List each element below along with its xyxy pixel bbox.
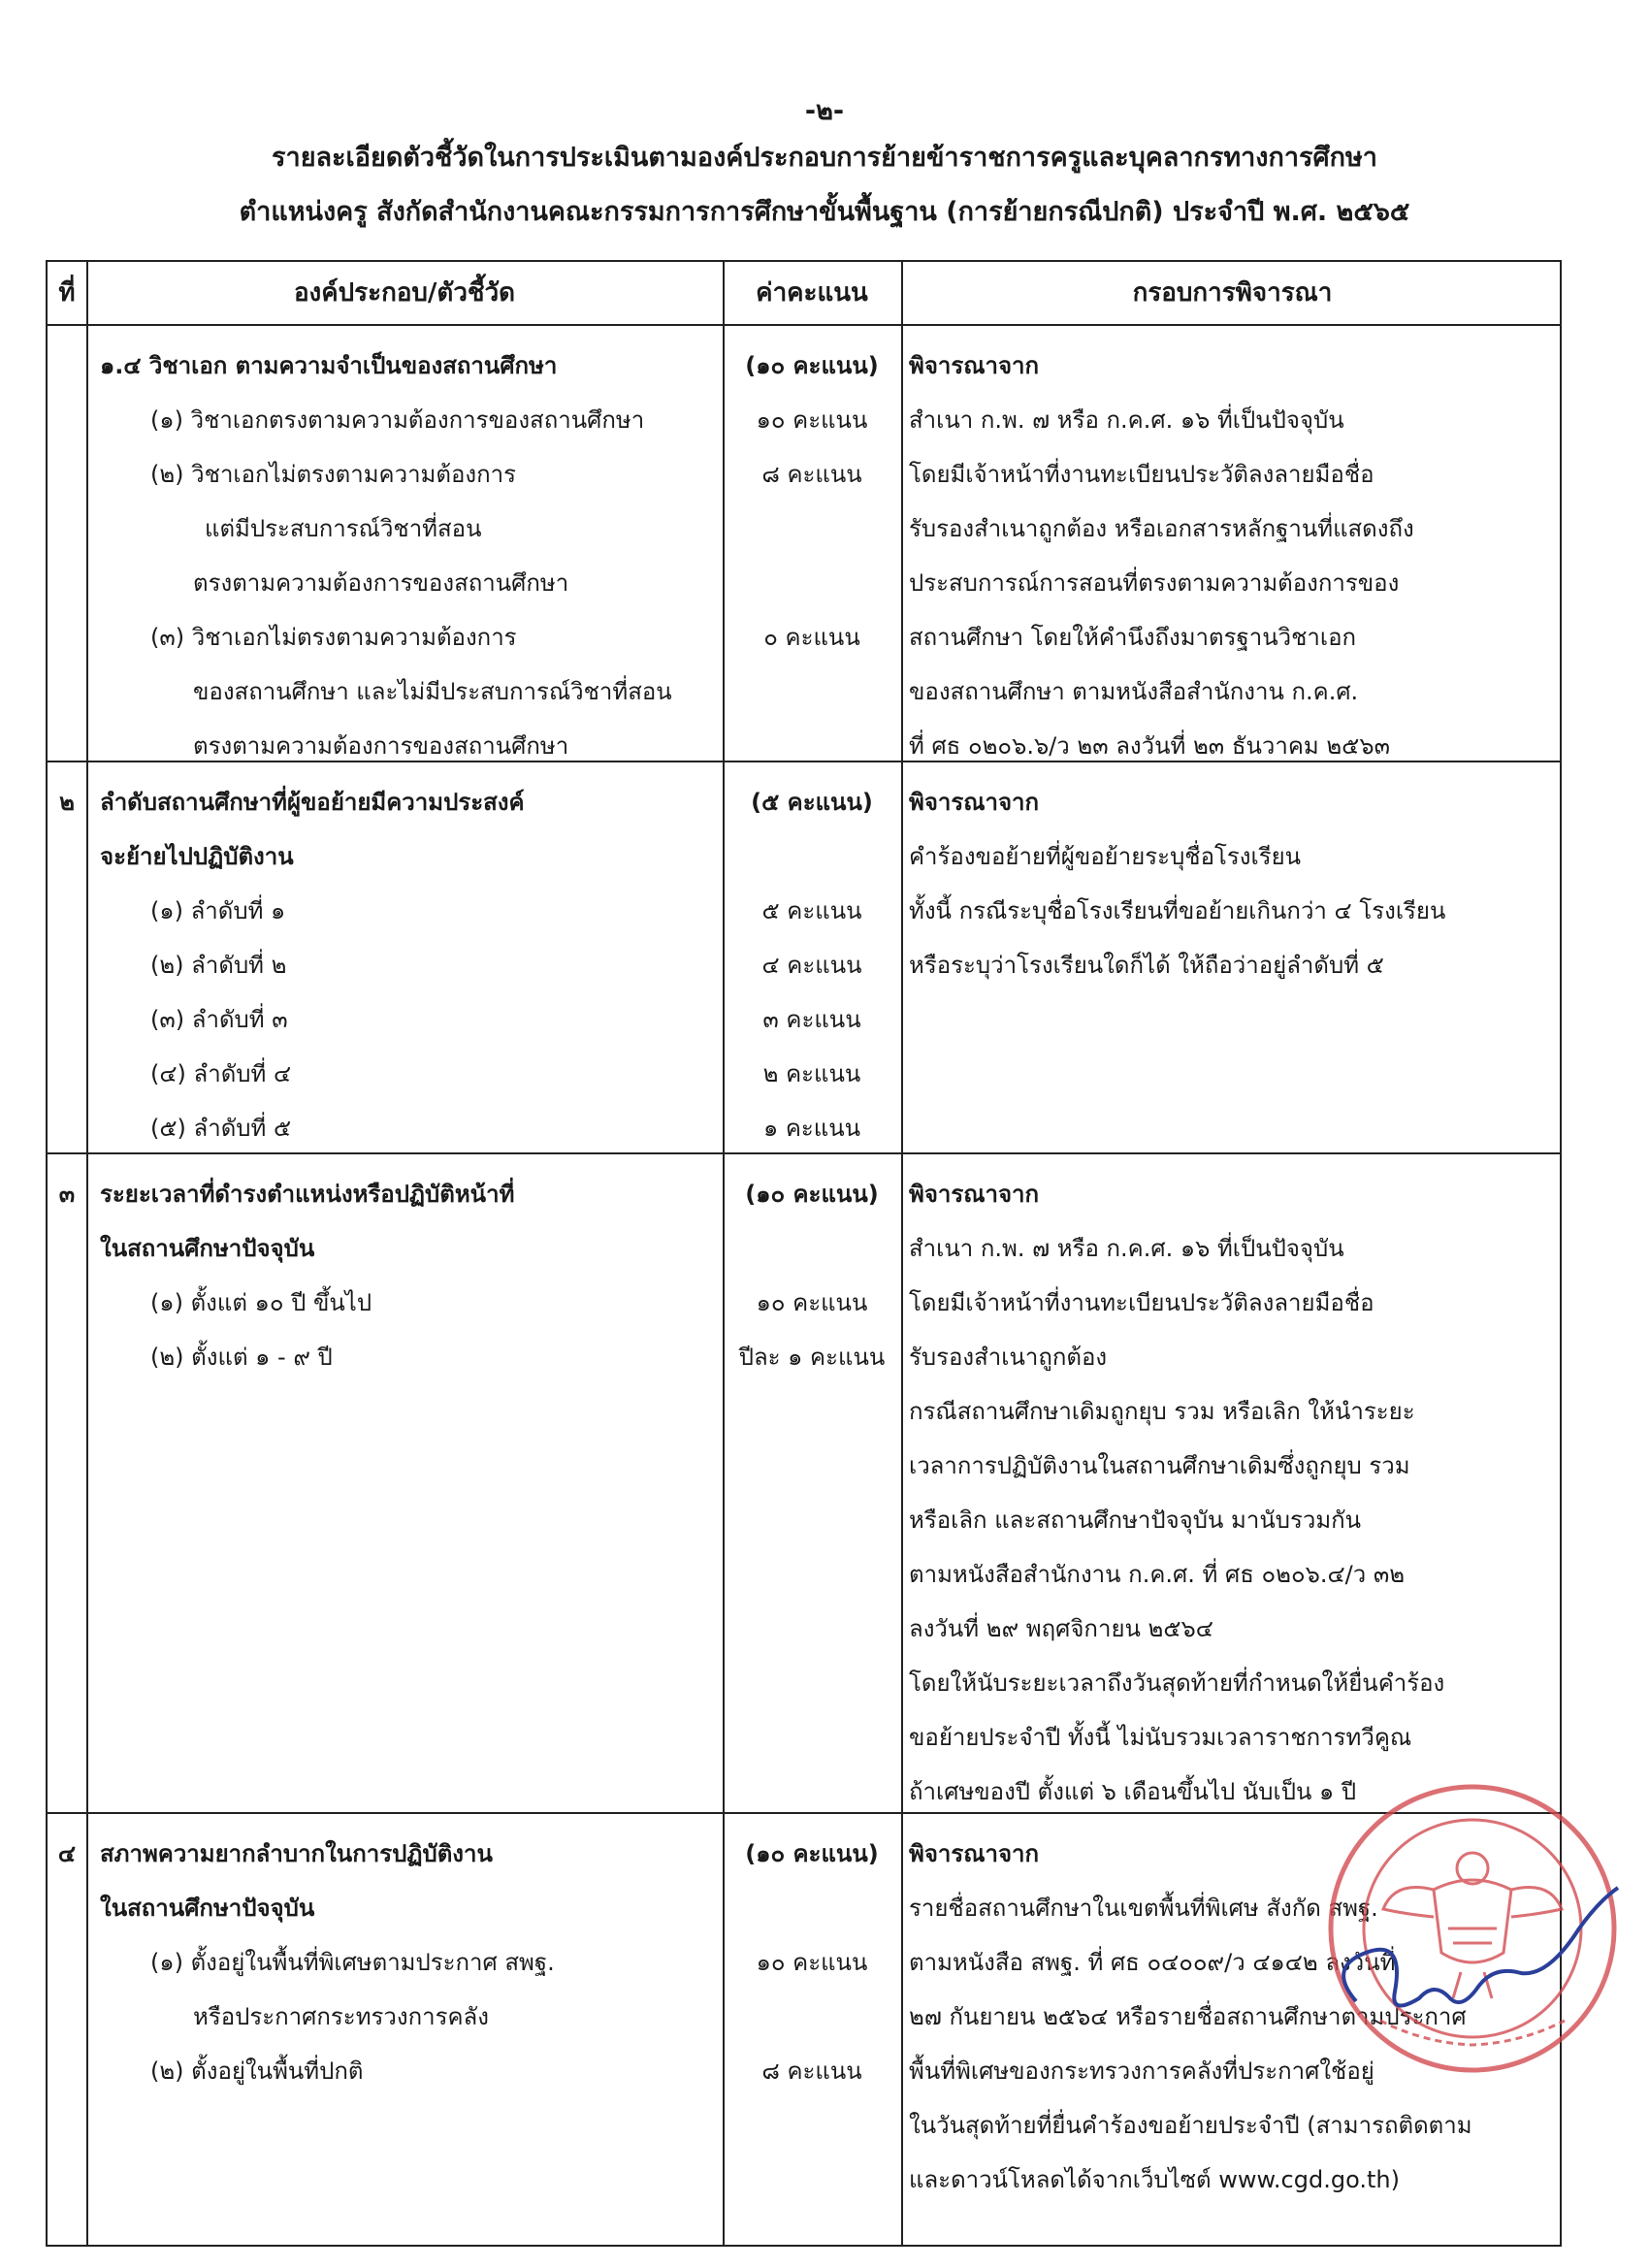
criteria-item: (๒) ตั้งอยู่ในพื้นที่ปกติ bbox=[150, 2057, 364, 2085]
consideration-line: ที่ ศธ ๐๒๐๖.๖/ว ๒๓ ลงวันที่ ๒๓ ธันวาคม ๒๕๖๓ bbox=[909, 732, 1390, 760]
document-title-line-1: รายละเอียดตัวชี้วัดในการประเมินตามองค์ประกอบการย้ายข้าราชการครูและบุคลากรทางการศึกษา bbox=[272, 143, 1377, 173]
header-consideration: กรอบการพิจารณา bbox=[1132, 278, 1333, 308]
consideration-heading: พิจารณาจาก bbox=[909, 1181, 1040, 1208]
consideration-line: ประสบการณ์การสอนที่ตรงตามความต้องการของ bbox=[909, 569, 1400, 597]
criteria-item-continued: แต่มีประสบการณ์วิชาที่สอน bbox=[205, 515, 482, 542]
consideration-line: ขอย้ายประจำปี ทั้งนี้ ไม่นับรวมเวลาราชการทวีคูณ bbox=[909, 1724, 1412, 1751]
consideration-line: ลงวันที่ ๒๙ พฤศจิกายน ๒๕๖๔ bbox=[909, 1615, 1213, 1642]
consideration-line: ในวันสุดท้ายที่ยื่นคำร้องขอย้ายประจำปี (สามารถติดตาม bbox=[909, 2112, 1472, 2139]
criteria-item: (๒) ตั้งแต่ ๑ - ๙ ปี bbox=[150, 1344, 333, 1371]
score-value: ๕ คะแนน bbox=[761, 897, 862, 924]
score-value: ๓ คะแนน bbox=[762, 1006, 861, 1033]
criteria-item-continued: หรือประกาศกระทรวงการคลัง bbox=[193, 2003, 489, 2030]
score-value: ๑ คะแนน bbox=[762, 1115, 861, 1142]
header-no: ที่ bbox=[58, 278, 76, 308]
page-number: -๒- bbox=[804, 96, 845, 126]
criteria-item: (๔) ลำดับที่ ๔ bbox=[150, 1060, 292, 1087]
criteria-item: (๑) ตั้งอยู่ในพื้นที่พิเศษตามประกาศ สพฐ. bbox=[150, 1949, 555, 1976]
consideration-line: หรือเลิก และสถานศึกษาปัจจุบัน มานับรวมกัน bbox=[909, 1507, 1362, 1534]
row-number-label: ๒ bbox=[59, 789, 75, 816]
criteria-heading-continued: ในสถานศึกษาปัจจุบัน bbox=[100, 1235, 315, 1262]
document-title-line-2: ตำแหน่งครู สังกัดสำนักงานคณะกรรมการการศึกษาขั้นพื้นฐาน (การย้ายกรณีปกติ) ประจำปี พ.ศ. ๒๕๖๕ bbox=[239, 197, 1410, 227]
consideration-line: สำเนา ก.พ. ๗ หรือ ก.ค.ศ. ๑๖ ที่เป็นปัจจุบัน bbox=[909, 1235, 1344, 1262]
consideration-line: เวลาการปฏิบัติงานในสถานศึกษาเดิมซึ่งถูกยุบ รวม bbox=[909, 1452, 1410, 1479]
consideration-line: รับรองสำเนาถูกต้อง bbox=[909, 1344, 1108, 1371]
criteria-item: (๒) ลำดับที่ ๒ bbox=[150, 952, 287, 979]
criteria-heading: ๑.๔ วิชาเอก ตามความจำเป็นของสถานศึกษา bbox=[100, 352, 558, 379]
score-value: ๑๐ คะแนน bbox=[756, 1949, 868, 1976]
consideration-line: ถ้าเศษของปี ตั้งแต่ ๖ เดือนขึ้นไป นับเป็น ๑ ปี bbox=[909, 1778, 1357, 1805]
row-number-label: ๔ bbox=[57, 1840, 77, 1867]
consideration-line: ของสถานศึกษา ตามหนังสือสำนักงาน ก.ค.ศ. bbox=[909, 678, 1359, 705]
header-criteria: องค์ประกอบ/ตัวชี้วัด bbox=[293, 278, 516, 308]
score-total: (๑๐ คะแนน) bbox=[745, 1181, 879, 1208]
criteria-item-continued: ตรงตามความต้องการของสถานศึกษา bbox=[193, 569, 569, 597]
consideration-line: ๒๗ กันยายน ๒๕๖๔ หรือรายชื่อสถานศึกษาตามประกาศ bbox=[909, 2003, 1467, 2030]
consideration-line: สถานศึกษา โดยให้คำนึงถึงมาตรฐานวิชาเอก bbox=[909, 624, 1357, 651]
header-score: ค่าคะแนน bbox=[756, 278, 868, 308]
score-total: (๑๐ คะแนน) bbox=[745, 352, 879, 379]
row-divider bbox=[48, 324, 1560, 326]
garuda-emblem-icon bbox=[1383, 1853, 1562, 1998]
row-number-label: ๓ bbox=[58, 1181, 76, 1208]
column-divider bbox=[901, 262, 903, 2245]
criteria-item: (๒) วิชาเอกไม่ตรงตามความต้องการ bbox=[150, 461, 516, 488]
consideration-line: โดยมีเจ้าหน้าที่งานทะเบียนประวัติลงลายมือชื่อ bbox=[909, 461, 1374, 488]
score-total: (๕ คะแนน) bbox=[751, 789, 873, 816]
consideration-heading: พิจารณาจาก bbox=[909, 789, 1040, 816]
consideration-heading: พิจารณาจาก bbox=[909, 1840, 1040, 1867]
score-value: ๒ คะแนน bbox=[762, 1060, 861, 1087]
criteria-item: (๕) ลำดับที่ ๕ bbox=[150, 1115, 292, 1142]
criteria-heading-continued: จะย้ายไปปฏิบัติงาน bbox=[100, 843, 294, 870]
criteria-item: (๑) ลำดับที่ ๑ bbox=[150, 897, 286, 924]
score-value: ๘ คะแนน bbox=[761, 2057, 862, 2085]
consideration-line: ทั้งนี้ กรณีระบุชื่อโรงเรียนที่ขอย้ายเกินกว่า ๔ โรงเรียน bbox=[909, 897, 1446, 924]
consideration-line: กรณีสถานศึกษาเดิมถูกยุบ รวม หรือเลิก ให้นำระยะ bbox=[909, 1398, 1415, 1425]
consideration-line: สำเนา ก.พ. ๗ หรือ ก.ค.ศ. ๑๖ ที่เป็นปัจจุบัน bbox=[909, 406, 1344, 434]
consideration-line: รายชื่อสถานศึกษาในเขตพื้นที่พิเศษ สังกัด สพฐ. bbox=[909, 1895, 1378, 1922]
criteria-item: (๑) ตั้งแต่ ๑๐ ปี ขึ้นไป bbox=[150, 1289, 372, 1316]
criteria-heading: สภาพความยากลำบากในการปฏิบัติงาน bbox=[100, 1840, 493, 1867]
criteria-item-continued: ตรงตามความต้องการของสถานศึกษา bbox=[193, 732, 569, 760]
consideration-line: โดยมีเจ้าหน้าที่งานทะเบียนประวัติลงลายมือชื่อ bbox=[909, 1289, 1374, 1316]
score-value: ปีละ ๑ คะแนน bbox=[738, 1344, 886, 1371]
criteria-item: (๓) ลำดับที่ ๓ bbox=[150, 1006, 288, 1033]
score-value: ๔ คะแนน bbox=[761, 952, 862, 979]
score-value: ๑๐ คะแนน bbox=[756, 1289, 868, 1316]
score-value: ๘ คะแนน bbox=[761, 461, 862, 488]
criteria-heading: ระยะเวลาที่ดำรงตำแหน่งหรือปฏิบัติหน้าที่ bbox=[100, 1181, 515, 1208]
score-value: ๐ คะแนน bbox=[763, 624, 860, 651]
column-divider bbox=[86, 262, 88, 2245]
score-total: (๑๐ คะแนน) bbox=[745, 1840, 879, 1867]
consideration-line: คำร้องขอย้ายที่ผู้ขอย้ายระบุชื่อโรงเรียน bbox=[909, 843, 1302, 870]
consideration-line: และดาวน์โหลดได้จากเว็บไซต์ www.cgd.go.th) bbox=[909, 2166, 1400, 2193]
consideration-line: ตามหนังสือ สพฐ. ที่ ศธ ๐๔๐๐๙/ว ๔๑๔๒ ลงวันที่ bbox=[909, 1949, 1396, 1976]
consideration-line: รับรองสำเนาถูกต้อง หรือเอกสารหลักฐานที่แสดงถึง bbox=[909, 515, 1414, 542]
consideration-line: โดยให้นับระยะเวลาถึงวันสุดท้ายที่กำหนดให้ยื่นคำร้อง bbox=[909, 1669, 1445, 1697]
official-seal-stamp bbox=[1288, 1783, 1624, 2074]
criteria-heading: ลำดับสถานศึกษาที่ผู้ขอย้ายมีความประสงค์ bbox=[100, 789, 525, 816]
seal-ring-lettering bbox=[1380, 2021, 1565, 2045]
criteria-item: (๓) วิชาเอกไม่ตรงตามความต้องการ bbox=[150, 624, 517, 651]
consideration-line: พื้นที่พิเศษของกระทรวงการคลังที่ประกาศใช้อยู่ bbox=[909, 2057, 1374, 2085]
consideration-line: หรือระบุว่าโรงเรียนใดก็ได้ ให้ถือว่าอยู่ลำดับที่ ๕ bbox=[909, 952, 1384, 979]
score-value: ๑๐ คะแนน bbox=[756, 406, 868, 434]
consideration-heading: พิจารณาจาก bbox=[909, 352, 1040, 379]
criteria-heading-continued: ในสถานศึกษาปัจจุบัน bbox=[100, 1895, 315, 1922]
consideration-line: ตามหนังสือสำนักงาน ก.ค.ศ. ที่ ศธ ๐๒๐๖.๔/ว ๓๒ bbox=[909, 1561, 1406, 1588]
criteria-item-continued: ของสถานศึกษา และไม่มีประสบการณ์วิชาที่สอน bbox=[193, 678, 672, 705]
criteria-item: (๑) วิชาเอกตรงตามความต้องการของสถานศึกษา bbox=[150, 406, 645, 434]
